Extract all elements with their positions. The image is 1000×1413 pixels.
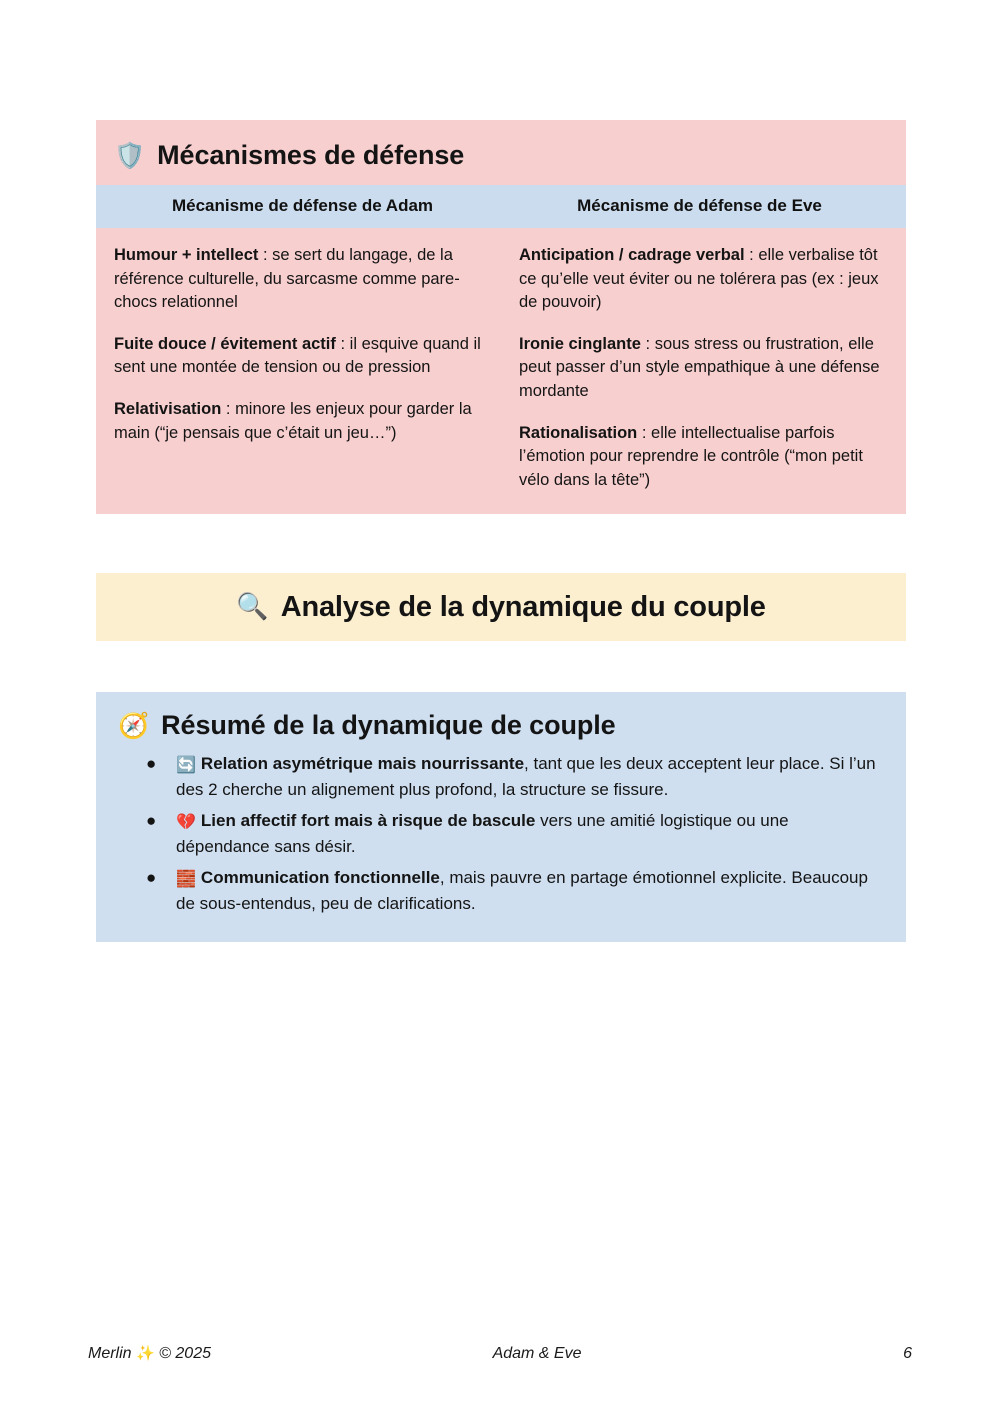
mechanism-description: elle verbalise tôt ce qu’elle veut éviter ou ne tolérera pas (ex : jeux de pouvoir) <box>519 246 879 312</box>
bullet-rest: , tant que les deux acceptent leur place. Si l’un des 2 cherche un alignement plus profond, la structure se fissure. <box>176 754 876 799</box>
arrows-cycle-icon: 🔄 <box>176 755 196 775</box>
list-item <box>114 244 483 315</box>
mechanism-description: minore les enjeux pour garder la main (“je pensais que c’était un jeu…”) <box>114 400 472 442</box>
mechanism-term: Anticipation / cadrage verbal <box>519 246 745 265</box>
defense-table <box>96 185 906 492</box>
mechanism-separator: : <box>221 400 236 419</box>
list-item <box>118 751 884 802</box>
mechanism-description: se sert du langage, de la référence culturelle, du sarcasme comme pare-chocs relationnel <box>114 246 460 312</box>
mechanism-description: sous stress ou frustration, elle peut passer d’un style empathique à une défense mordante <box>519 334 880 401</box>
summary-panel-title: Résumé de la dynamique de couple <box>161 710 616 740</box>
bullet-rest: , mais pauvre en partage émotionnel explicite. Beaucoup de sous-entendus, peu de clarifications. <box>176 868 868 913</box>
table-header-row <box>96 185 906 228</box>
mechanism-separator: : <box>744 246 759 265</box>
mechanism-separator: : <box>258 246 273 265</box>
magnifier-icon: 🔍 <box>236 592 269 622</box>
list-item <box>519 244 888 315</box>
brick-wall-icon: 🧱 <box>176 869 196 889</box>
sparkles-icon: ✨ <box>136 1344 155 1362</box>
list-item <box>114 398 483 445</box>
bullet-rest: vers une amitié logistique ou une dépendance sans désir. <box>176 811 789 856</box>
bullet-marker: ● <box>146 868 157 888</box>
cell-eve-mechanisms <box>501 228 906 492</box>
footer-page-number: 6 <box>903 1345 912 1362</box>
list-item <box>519 333 888 404</box>
column-header-adam: Mécanisme de défense de Adam <box>96 185 501 228</box>
mechanism-term: Rationalisation <box>519 423 638 442</box>
defense-panel-heading <box>96 140 906 171</box>
bullet-term: Communication fonctionnelle <box>200 868 440 888</box>
analysis-banner <box>96 573 906 641</box>
cell-adam-mechanisms <box>96 228 501 492</box>
list-item <box>118 865 884 916</box>
mechanism-separator: : <box>335 334 350 353</box>
mechanism-term: Relativisation <box>114 400 222 419</box>
mechanism-term: Fuite douce / évitement actif <box>114 334 336 353</box>
bullet-term: Relation asymétrique mais nourrissante <box>200 754 525 774</box>
shield-icon: 🛡️ <box>114 141 146 171</box>
summary-panel <box>96 692 906 942</box>
mechanism-term: Humour + intellect <box>114 246 259 265</box>
defense-mechanisms-panel <box>96 120 906 514</box>
table-row <box>96 228 906 492</box>
page-footer <box>88 1345 912 1363</box>
compass-icon: 🧭 <box>118 711 150 741</box>
footer-title: Adam & Eve <box>492 1345 582 1362</box>
summary-panel-heading <box>118 710 884 741</box>
broken-heart-icon: 💔 <box>176 812 196 832</box>
list-item <box>519 422 888 493</box>
summary-bullet-list <box>118 751 884 916</box>
bullet-term: Lien affectif fort mais à risque de bascule <box>200 811 536 831</box>
mechanism-term: Ironie cinglante <box>519 334 641 353</box>
mechanism-description: elle intellectualise parfois l’émotion pour reprendre le contrôle (“mon petit vélo dans la tête”) <box>519 423 863 489</box>
list-item <box>114 333 483 380</box>
column-header-eve: Mécanisme de défense de Eve <box>501 185 906 228</box>
mechanism-separator: : <box>640 334 655 353</box>
footer-copyright: © 2025 <box>159 1345 211 1362</box>
mechanism-description: il esquive quand il sent une montée de tension ou de pression <box>114 334 481 377</box>
list-item <box>118 808 884 859</box>
analysis-banner-title: Analyse de la dynamique du couple <box>280 590 766 623</box>
defense-panel-title: Mécanismes de défense <box>157 140 465 170</box>
footer-author: Merlin <box>88 1345 132 1362</box>
mechanism-separator: : <box>637 423 652 442</box>
bullet-marker: ● <box>146 754 157 774</box>
bullet-marker: ● <box>146 811 157 831</box>
